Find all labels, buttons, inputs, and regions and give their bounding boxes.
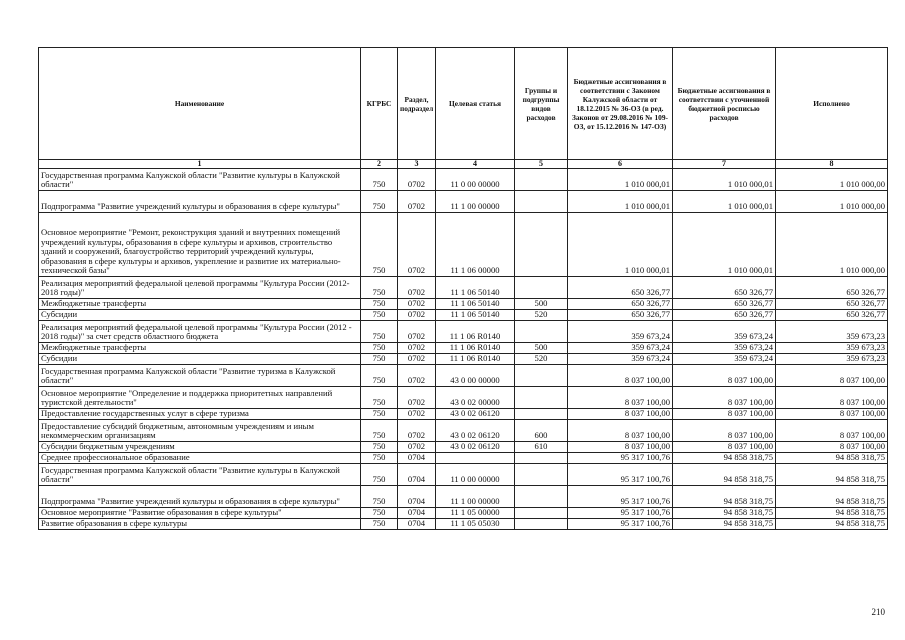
row-kgrbs: 750 <box>361 442 398 453</box>
row-executed-amount: 8 037 100,00 <box>776 387 888 409</box>
row-group <box>515 387 568 409</box>
row-executed-amount: 1 010 000,00 <box>776 169 888 191</box>
row-kgrbs: 750 <box>361 277 398 299</box>
page-number: 210 <box>871 607 885 617</box>
row-law-amount: 8 037 100,00 <box>568 442 673 453</box>
row-law-amount: 650 326,77 <box>568 299 673 310</box>
row-name: Субсидии <box>39 310 361 321</box>
row-target: 11 0 00 00000 <box>436 169 515 191</box>
row-group <box>515 169 568 191</box>
row-refined-amount: 94 858 318,75 <box>673 453 776 464</box>
row-group: 520 <box>515 310 568 321</box>
row-executed-amount: 650 326,77 <box>776 277 888 299</box>
row-target: 11 1 05 00000 <box>436 508 515 519</box>
row-executed-amount: 94 858 318,75 <box>776 464 888 486</box>
table-row <box>39 420 888 442</box>
table-row <box>39 354 888 365</box>
table-row <box>39 508 888 519</box>
row-group <box>515 519 568 530</box>
row-refined-amount: 650 326,77 <box>673 299 776 310</box>
row-kgrbs: 750 <box>361 409 398 420</box>
table-row <box>39 453 888 464</box>
header-law: Бюджетные ассигнования в соответствии с Законом Калужской области от 18.12.2015 № 36-ОЗ (в ред. Законов от 29.08.2016 № 109-ОЗ, от 15.12.2016 № 147-ОЗ) <box>568 48 673 160</box>
row-target: 43 0 02 06120 <box>436 420 515 442</box>
row-target: 43 0 00 00000 <box>436 365 515 387</box>
row-razdel: 0702 <box>398 387 436 409</box>
row-law-amount: 95 317 100,76 <box>568 453 673 464</box>
table-row <box>39 365 888 387</box>
row-law-amount: 95 317 100,76 <box>568 464 673 486</box>
row-razdel: 0702 <box>398 365 436 387</box>
row-name: Предоставление субсидий бюджетным, автономным учреждениям и иным некоммерческим организациям <box>39 420 361 442</box>
row-refined-amount: 359 673,24 <box>673 343 776 354</box>
row-executed-amount: 8 037 100,00 <box>776 365 888 387</box>
row-target: 11 1 06 R0140 <box>436 343 515 354</box>
row-refined-amount: 359 673,24 <box>673 354 776 365</box>
row-group: 600 <box>515 420 568 442</box>
row-group <box>515 486 568 508</box>
header-name: Наименование <box>39 48 361 160</box>
column-number: 3 <box>398 160 436 169</box>
table-row <box>39 321 888 343</box>
row-refined-amount: 8 037 100,00 <box>673 387 776 409</box>
row-kgrbs: 750 <box>361 213 398 277</box>
table-row <box>39 387 888 409</box>
row-razdel: 0702 <box>398 321 436 343</box>
row-law-amount: 359 673,24 <box>568 343 673 354</box>
row-law-amount: 1 010 000,01 <box>568 169 673 191</box>
table-row <box>39 442 888 453</box>
row-kgrbs: 750 <box>361 299 398 310</box>
row-name: Среднее профессиональное образование <box>39 453 361 464</box>
row-law-amount: 8 037 100,00 <box>568 420 673 442</box>
row-kgrbs: 750 <box>361 310 398 321</box>
row-refined-amount: 94 858 318,75 <box>673 508 776 519</box>
table-row <box>39 409 888 420</box>
row-target: 11 1 00 00000 <box>436 486 515 508</box>
row-law-amount: 95 317 100,76 <box>568 519 673 530</box>
row-executed-amount: 359 673,23 <box>776 343 888 354</box>
table-body <box>39 169 888 530</box>
row-law-amount: 1 010 000,01 <box>568 213 673 277</box>
row-executed-amount: 650 326,77 <box>776 299 888 310</box>
table-row <box>39 519 888 530</box>
row-refined-amount: 8 037 100,00 <box>673 442 776 453</box>
table-row <box>39 486 888 508</box>
table-row <box>39 343 888 354</box>
row-group <box>515 321 568 343</box>
column-number: 7 <box>673 160 776 169</box>
row-target: 11 1 06 R0140 <box>436 354 515 365</box>
header-kgrbs: КГРБС <box>361 48 398 160</box>
row-refined-amount: 359 673,24 <box>673 321 776 343</box>
row-name: Субсидии бюджетным учреждениям <box>39 442 361 453</box>
row-razdel: 0704 <box>398 519 436 530</box>
row-group: 520 <box>515 354 568 365</box>
row-target: 11 1 06 R0140 <box>436 321 515 343</box>
row-razdel: 0702 <box>398 191 436 213</box>
row-group <box>515 277 568 299</box>
row-kgrbs: 750 <box>361 519 398 530</box>
row-executed-amount: 650 326,77 <box>776 310 888 321</box>
row-target: 11 1 06 50140 <box>436 310 515 321</box>
row-law-amount: 8 037 100,00 <box>568 409 673 420</box>
row-refined-amount: 94 858 318,75 <box>673 464 776 486</box>
row-kgrbs: 750 <box>361 464 398 486</box>
row-kgrbs: 750 <box>361 354 398 365</box>
row-refined-amount: 1 010 000,01 <box>673 213 776 277</box>
column-number: 4 <box>436 160 515 169</box>
row-name: Основное мероприятие "Ремонт, реконструкция зданий и внутренних помещений учреждений культуры, образования в сфере культуры и архивов, строительство зданий и сооружений, благоустройство территорий учреждений культуры, образования в сфере культуры и архивов, укрепление и развитие их материально-технической базы" <box>39 213 361 277</box>
row-razdel: 0704 <box>398 508 436 519</box>
row-razdel: 0704 <box>398 464 436 486</box>
row-refined-amount: 8 037 100,00 <box>673 365 776 387</box>
table-row <box>39 310 888 321</box>
row-razdel: 0704 <box>398 453 436 464</box>
row-executed-amount: 94 858 318,75 <box>776 508 888 519</box>
row-name: Основное мероприятие "Развитие образования в сфере культуры" <box>39 508 361 519</box>
row-executed-amount: 8 037 100,00 <box>776 420 888 442</box>
row-refined-amount: 650 326,77 <box>673 310 776 321</box>
row-razdel: 0702 <box>398 310 436 321</box>
row-refined-amount: 650 326,77 <box>673 277 776 299</box>
row-kgrbs: 750 <box>361 169 398 191</box>
row-kgrbs: 750 <box>361 343 398 354</box>
row-law-amount: 359 673,24 <box>568 321 673 343</box>
header-executed: Исполнено <box>776 48 888 160</box>
row-law-amount: 650 326,77 <box>568 277 673 299</box>
row-kgrbs: 750 <box>361 387 398 409</box>
row-group <box>515 409 568 420</box>
row-kgrbs: 750 <box>361 508 398 519</box>
row-kgrbs: 750 <box>361 486 398 508</box>
row-name: Подпрограмма "Развитие учреждений культуры и образования в сфере культуры" <box>39 486 361 508</box>
column-number: 2 <box>361 160 398 169</box>
row-group <box>515 508 568 519</box>
row-refined-amount: 1 010 000,01 <box>673 169 776 191</box>
row-target: 11 0 00 00000 <box>436 464 515 486</box>
column-number-row <box>39 160 888 169</box>
table-header-row <box>39 48 888 160</box>
row-executed-amount: 359 673,23 <box>776 321 888 343</box>
row-executed-amount: 94 858 318,75 <box>776 519 888 530</box>
row-law-amount: 8 037 100,00 <box>568 387 673 409</box>
row-refined-amount: 94 858 318,75 <box>673 486 776 508</box>
row-executed-amount: 94 858 318,75 <box>776 453 888 464</box>
row-refined-amount: 1 010 000,01 <box>673 191 776 213</box>
row-razdel: 0702 <box>398 354 436 365</box>
row-kgrbs: 750 <box>361 453 398 464</box>
row-target: 43 0 02 00000 <box>436 387 515 409</box>
row-razdel: 0702 <box>398 169 436 191</box>
row-group <box>515 464 568 486</box>
header-target: Целевая статья <box>436 48 515 160</box>
row-kgrbs: 750 <box>361 191 398 213</box>
table-row <box>39 169 888 191</box>
header-razdel: Раздел, подраздел <box>398 48 436 160</box>
row-executed-amount: 359 673,23 <box>776 354 888 365</box>
row-name: Межбюджетные трансферты <box>39 343 361 354</box>
header-groups: Группы и подгруппы видов расходов <box>515 48 568 160</box>
row-razdel: 0702 <box>398 442 436 453</box>
table-row <box>39 277 888 299</box>
row-razdel: 0702 <box>398 409 436 420</box>
row-group: 500 <box>515 299 568 310</box>
row-law-amount: 1 010 000,01 <box>568 191 673 213</box>
row-executed-amount: 8 037 100,00 <box>776 442 888 453</box>
row-name: Подпрограмма "Развитие учреждений культуры и образования в сфере культуры" <box>39 191 361 213</box>
row-group <box>515 365 568 387</box>
row-refined-amount: 94 858 318,75 <box>673 519 776 530</box>
row-razdel: 0702 <box>398 420 436 442</box>
row-target <box>436 453 515 464</box>
row-group <box>515 191 568 213</box>
table-row <box>39 191 888 213</box>
row-group: 500 <box>515 343 568 354</box>
header-refined: Бюджетные ассигнования в соответствии с уточненной бюджетной росписью расходов <box>673 48 776 160</box>
row-law-amount: 95 317 100,76 <box>568 486 673 508</box>
row-name: Развитие образования в сфере культуры <box>39 519 361 530</box>
row-name: Основное мероприятие "Определение и поддержка приоритетных направлений туристской деятельности" <box>39 387 361 409</box>
row-name: Государственная программа Калужской области "Развитие культуры в Калужской области" <box>39 169 361 191</box>
row-target: 11 1 00 00000 <box>436 191 515 213</box>
row-razdel: 0702 <box>398 213 436 277</box>
row-target: 43 0 02 06120 <box>436 442 515 453</box>
column-number: 6 <box>568 160 673 169</box>
row-refined-amount: 8 037 100,00 <box>673 409 776 420</box>
row-law-amount: 8 037 100,00 <box>568 365 673 387</box>
budget-table <box>38 47 888 530</box>
column-number: 5 <box>515 160 568 169</box>
row-name: Государственная программа Калужской области "Развитие туризма в Калужской области" <box>39 365 361 387</box>
row-target: 11 1 06 50140 <box>436 277 515 299</box>
row-target: 11 1 05 05030 <box>436 519 515 530</box>
row-law-amount: 95 317 100,76 <box>568 508 673 519</box>
row-name: Реализация мероприятий федеральной целевой программы "Культура России (2012 - 2018 годы)" за счет средств областного бюджета <box>39 321 361 343</box>
row-target: 11 1 06 50140 <box>436 299 515 310</box>
row-kgrbs: 750 <box>361 365 398 387</box>
row-kgrbs: 750 <box>361 321 398 343</box>
row-executed-amount: 8 037 100,00 <box>776 409 888 420</box>
row-name: Субсидии <box>39 354 361 365</box>
row-name: Государственная программа Калужской области "Развитие культуры в Калужской области" <box>39 464 361 486</box>
row-law-amount: 359 673,24 <box>568 354 673 365</box>
row-name: Межбюджетные трансферты <box>39 299 361 310</box>
row-kgrbs: 750 <box>361 420 398 442</box>
table-row <box>39 299 888 310</box>
row-name: Предоставление государственных услуг в сфере туризма <box>39 409 361 420</box>
column-number: 1 <box>39 160 361 169</box>
row-target: 43 0 02 06120 <box>436 409 515 420</box>
row-name: Реализация мероприятий федеральной целевой программы "Культура России (2012-2018 годы)" <box>39 277 361 299</box>
table-row <box>39 213 888 277</box>
row-razdel: 0702 <box>398 299 436 310</box>
row-refined-amount: 8 037 100,00 <box>673 420 776 442</box>
row-target: 11 1 06 00000 <box>436 213 515 277</box>
column-number: 8 <box>776 160 888 169</box>
table-row <box>39 464 888 486</box>
row-executed-amount: 94 858 318,75 <box>776 486 888 508</box>
row-razdel: 0704 <box>398 486 436 508</box>
row-razdel: 0702 <box>398 343 436 354</box>
row-group: 610 <box>515 442 568 453</box>
row-law-amount: 650 326,77 <box>568 310 673 321</box>
row-executed-amount: 1 010 000,00 <box>776 213 888 277</box>
row-group <box>515 213 568 277</box>
row-razdel: 0702 <box>398 277 436 299</box>
row-executed-amount: 1 010 000,00 <box>776 191 888 213</box>
row-group <box>515 453 568 464</box>
